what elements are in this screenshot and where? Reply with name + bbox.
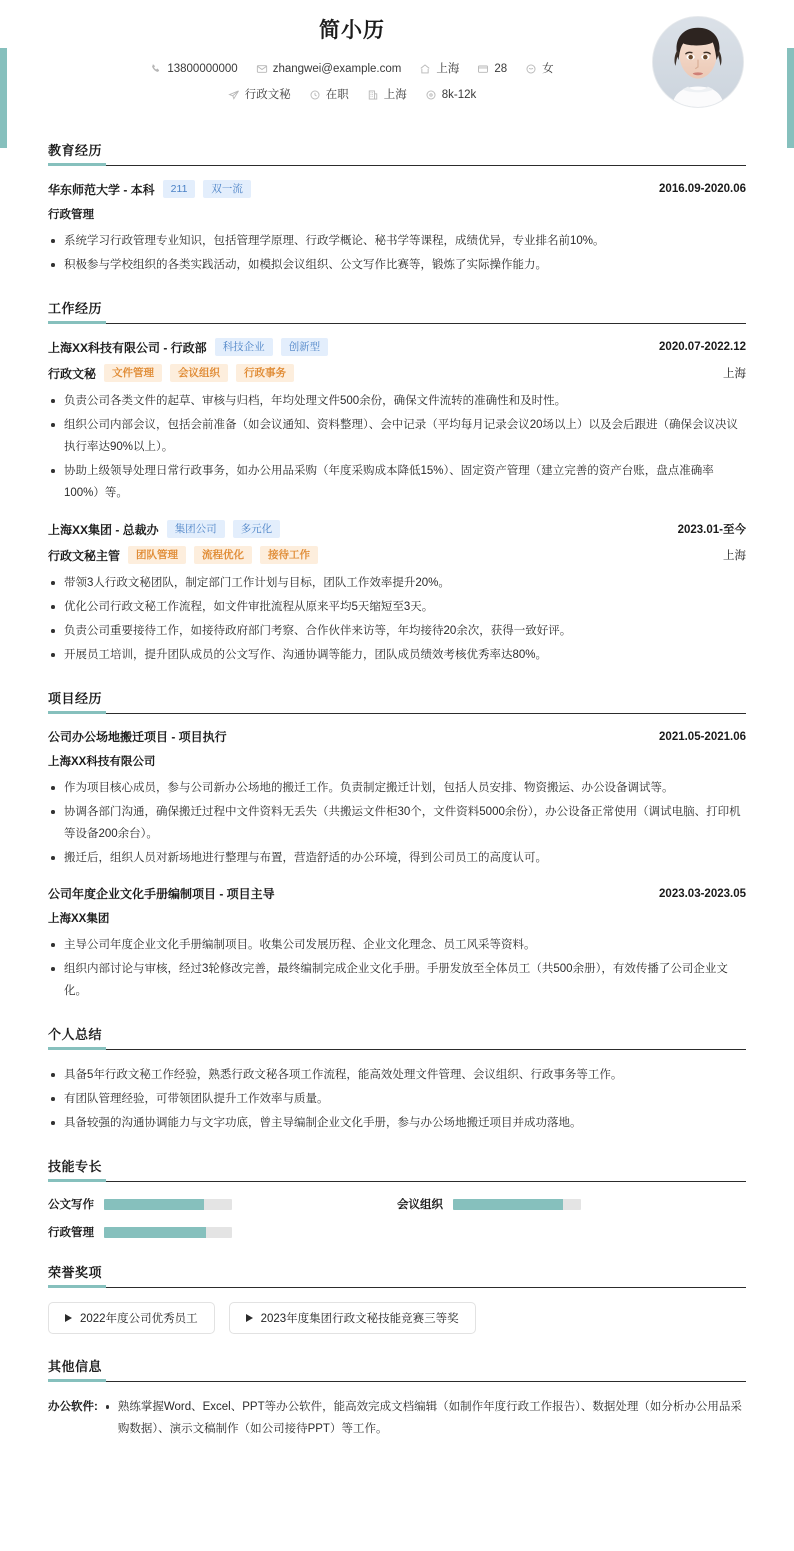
skill-label: 会议组织 (397, 1199, 443, 1211)
entry-role-row (48, 546, 746, 564)
mail-icon (256, 63, 268, 75)
entry-title-group (48, 338, 328, 356)
work-role-tag: 行政事务 (236, 364, 294, 382)
work-tag: 创新型 (281, 338, 329, 356)
skill-label: 行政管理 (48, 1227, 94, 1239)
contact-work-city (367, 84, 407, 106)
education-major: 行政管理 (48, 209, 94, 221)
list-item: 带领3人行政文秘团队，制定部门工作计划与目标，团队工作效率提升20%。 (48, 572, 746, 594)
project-entry (48, 728, 746, 869)
list-item: 负责公司各类文件的起草、审核与归档，年均处理文件500余份，确保文件流转的准确性和及时性。 (48, 390, 746, 412)
list-item: 负责公司重要接待工作，如接待政府部门考察、合作伙伴来访等，年均接待20余次，获得一致好评。 (48, 620, 746, 642)
list-item: 协调各部门沟通，确保搬迁过程中文件资料无丢失（共搬运文件柜30个，文件资料5000余份），办公设备正常使用（调试电脑、打印机等设备200余台）。 (48, 801, 746, 845)
list-item: 组织公司内部会议，包括会前准备（如会议通知、资料整理）、会中记录（平均每月记录会议20场以上）以及会后跟进（确保会议决议执行率达90%以上）。 (48, 414, 746, 458)
section-header-summary (48, 1024, 746, 1050)
education-date: 2016.09-2020.06 (659, 183, 746, 195)
section-skills (48, 1156, 746, 1240)
contact-city-text: 上海 (436, 63, 460, 75)
list-item: 积极参与学校组织的各类实践活动，如模拟会议组织、公文写作比赛等，锻炼了实际操作能力。 (48, 254, 746, 276)
entry-title-group (48, 885, 275, 902)
list-item: 优化公司行政文秘工作流程，如文件审批流程从原来平均5天缩短至3天。 (48, 596, 746, 618)
education-bullets (48, 230, 746, 276)
project-bullets (48, 934, 746, 1002)
project-name: 公司年度企业文化手册编制项目 - 项目主导 (48, 887, 275, 901)
phone-icon (150, 63, 162, 75)
resume-header (48, 0, 746, 118)
contact-age (477, 58, 507, 80)
list-item: 组织内部讨论与审核，经过3轮修改完善，最终编制完成企业文化手册。手册发放至全体员工（共500余册），有效传播了公司企业文化。 (48, 958, 746, 1002)
project-company: 上海XX科技有限公司 (48, 756, 156, 768)
work-role-tag: 接待工作 (260, 546, 318, 564)
award-label: 2023年度集团行政文秘技能竞赛三等奖 (260, 1313, 459, 1325)
status-icon (309, 89, 321, 101)
contact-row-primary (48, 58, 746, 80)
section-header-awards (48, 1262, 746, 1288)
section-projects (48, 688, 746, 1002)
list-item: 有团队管理经验，可带领团队提升工作效率与质量。 (48, 1088, 746, 1110)
section-title-awards: 荣誉奖项 (48, 1265, 103, 1280)
id-card-icon (477, 63, 489, 75)
awards-list (48, 1302, 746, 1334)
work-tag: 多元化 (233, 520, 281, 538)
work-date: 2023.01-至今 (677, 524, 746, 536)
entry-role-group (48, 364, 294, 382)
contact-work-city-text: 上海 (383, 89, 407, 101)
work-location: 上海 (723, 368, 746, 380)
work-role: 行政文秘 (48, 366, 97, 381)
work-date: 2020.07-2022.12 (659, 341, 746, 353)
list-item: 搬迁后，组织人员对新场地进行整理与布置，营造舒适的办公环境，得到公司员工的高度认可。 (48, 847, 746, 869)
section-title-skills: 技能专长 (48, 1159, 103, 1174)
skill-progress-fill (453, 1199, 563, 1210)
section-education (48, 140, 746, 276)
contact-status-text: 在职 (325, 89, 349, 101)
work-role-tag: 会议组织 (170, 364, 228, 382)
section-work (48, 298, 746, 666)
work-role: 行政文秘主管 (48, 548, 121, 563)
list-item: 系统学习行政管理专业知识，包括管理学原理、行政学概论、秘书学等课程，成绩优异，专业排名前10%。 (48, 230, 746, 252)
award-label: 2022年度公司优秀员工 (80, 1313, 198, 1325)
summary-bullets (48, 1064, 746, 1134)
contact-age-text: 28 (494, 63, 508, 75)
section-title-projects: 项目经历 (48, 691, 103, 706)
skill-item (397, 1196, 746, 1212)
entry-title-row (48, 885, 746, 902)
section-summary (48, 1024, 746, 1134)
entry-title-row (48, 180, 746, 198)
other-info-text: 熟练掌握Word、Excel、PPT等办公软件，能高效完成文档编辑（如制作年度行政工作报告）、数据处理（如分析办公用品采购数据）、演示文稿制作（如公司接待PPT）等工作。 (104, 1396, 746, 1440)
contact-salary (425, 84, 477, 106)
candidate-name: 简小历 (319, 19, 385, 42)
skill-progress-bar (453, 1199, 581, 1210)
work-company: 上海XX集团 - 总裁办 (48, 522, 159, 537)
award-chip[interactable] (48, 1302, 215, 1334)
skills-grid (48, 1196, 746, 1240)
skill-progress-bar (104, 1227, 232, 1238)
project-bullets (48, 777, 746, 869)
list-item: 具备较强的沟通协调能力与文字功底，曾主导编制企业文化手册，参与办公场地搬迁项目并成功落地。 (48, 1112, 746, 1134)
contact-row-secondary (48, 84, 746, 106)
contact-salary-text: 8k-12k (441, 89, 477, 101)
gender-icon (525, 63, 537, 75)
home-icon (419, 63, 431, 75)
skill-progress-bar (104, 1199, 232, 1210)
skill-item (48, 1196, 397, 1212)
section-awards (48, 1262, 746, 1334)
building-icon (367, 89, 379, 101)
contact-status (309, 84, 349, 106)
contact-position (228, 84, 291, 106)
entry-title-group (48, 520, 280, 538)
skill-item (48, 1224, 397, 1240)
contact-phone (150, 58, 237, 80)
section-header-other (48, 1356, 746, 1382)
list-item: 协助上级领导处理日常行政事务，如办公用品采购（年度采购成本降低15%）、固定资产管理（建立完善的资产台账，盘点准确率100%）等。 (48, 460, 746, 504)
work-entry (48, 338, 746, 504)
section-header-skills (48, 1156, 746, 1182)
entry-role-row (48, 364, 746, 382)
contact-email (256, 58, 402, 80)
award-chip[interactable] (229, 1302, 476, 1334)
list-item: 作为项目核心成员，参与公司新办公场地的搬迁工作。负责制定搬迁计划，包括人员安排、物资搬运、办公设备调试等。 (48, 777, 746, 799)
work-company: 上海XX科技有限公司 - 行政部 (48, 340, 207, 355)
project-date: 2023.03-2023.05 (659, 887, 746, 900)
education-school: 华东师范大学 - 本科 (48, 182, 155, 197)
contact-phone-text: 13800000000 (167, 63, 238, 75)
project-entry (48, 885, 746, 1002)
section-other (48, 1356, 746, 1440)
list-item: 具备5年行政文秘工作经验，熟悉行政文秘各项工作流程，能高效处理文件管理、会议组织、行政事务等工作。 (48, 1064, 746, 1086)
paper-plane-icon (228, 89, 240, 101)
play-triangle-icon (246, 1314, 253, 1322)
entry-title-group (48, 180, 251, 198)
section-title-other: 其他信息 (48, 1359, 103, 1374)
work-bullets (48, 572, 746, 666)
other-info-row (48, 1396, 746, 1440)
work-role-tag: 团队管理 (128, 546, 186, 564)
entry-role-group (48, 546, 318, 564)
section-title-work: 工作经历 (48, 301, 103, 316)
contact-position-text: 行政文秘 (244, 89, 291, 101)
project-company: 上海XX集团 (48, 913, 110, 925)
education-tag: 211 (163, 180, 196, 198)
section-header-education (48, 140, 746, 166)
work-tag: 科技企业 (215, 338, 273, 356)
skill-progress-fill (104, 1227, 206, 1238)
skill-progress-fill (104, 1199, 204, 1210)
work-bullets (48, 390, 746, 504)
avatar-portrait-icon (653, 17, 743, 107)
education-entry (48, 180, 746, 276)
entry-title-row (48, 728, 746, 745)
section-title-summary: 个人总结 (48, 1027, 103, 1042)
list-item: 开展员工培训，提升团队成员的公文写作、沟通协调等能力，团队成员绩效考核优秀率达80%。 (48, 644, 746, 666)
contact-city (419, 58, 459, 80)
work-entry (48, 520, 746, 666)
project-date: 2021.05-2021.06 (659, 730, 746, 743)
project-name: 公司办公场地搬迁项目 - 项目执行 (48, 730, 227, 744)
section-header-work (48, 298, 746, 324)
play-triangle-icon (65, 1314, 72, 1322)
education-tag: 双一流 (203, 180, 251, 198)
other-info-label: 办公软件: (48, 1401, 98, 1413)
entry-title-row (48, 520, 746, 538)
entry-title-group (48, 728, 227, 745)
salary-icon (425, 89, 437, 101)
list-item: 主导公司年度企业文化手册编制项目。收集公司发展历程、企业文化理念、员工风采等资料。 (48, 934, 746, 956)
work-tag: 集团公司 (167, 520, 225, 538)
entry-title-row (48, 338, 746, 356)
contact-gender-text: 女 (542, 63, 554, 75)
work-location: 上海 (723, 550, 746, 562)
contact-gender (525, 58, 554, 80)
skill-label: 公文写作 (48, 1199, 94, 1211)
section-header-projects (48, 688, 746, 714)
contact-email-text: zhangwei@example.com (272, 63, 402, 75)
avatar (652, 16, 744, 108)
work-role-tag: 文件管理 (104, 364, 162, 382)
work-role-tag: 流程优化 (194, 546, 252, 564)
section-title-education: 教育经历 (48, 143, 103, 158)
